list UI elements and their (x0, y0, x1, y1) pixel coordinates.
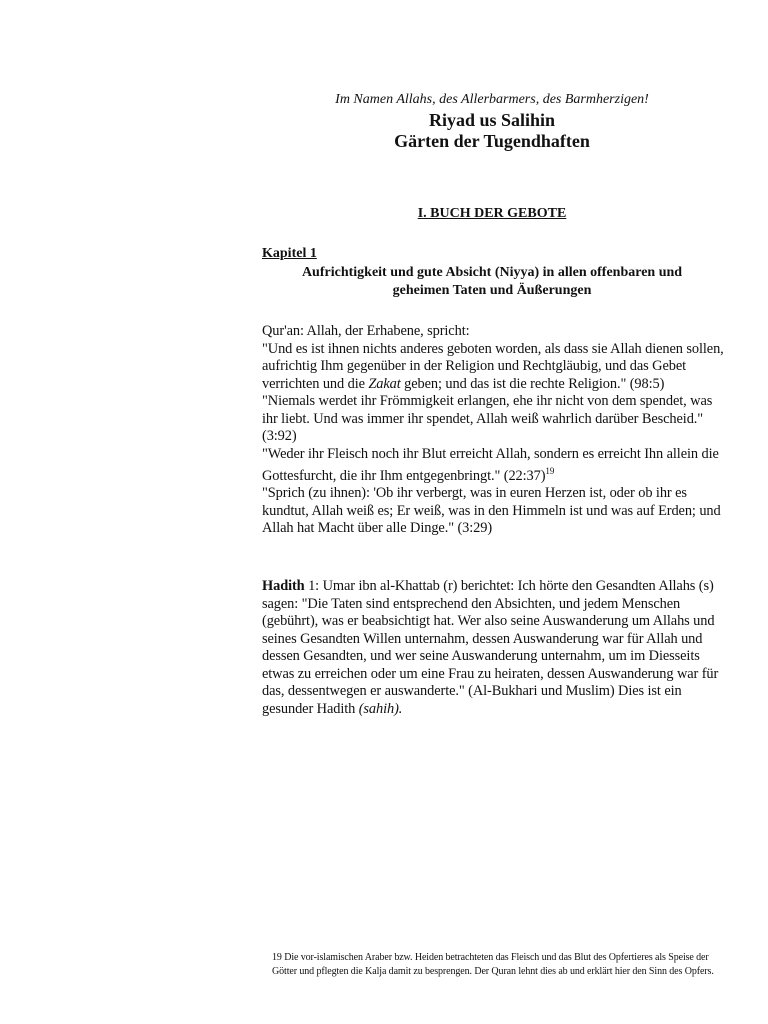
hadith-end: . (398, 700, 403, 717)
chapter-title-line-2: geheimen Taten und Äußerungen (392, 283, 592, 298)
hadith-paragraph (262, 578, 727, 718)
basmala: Im Namen Allahs, des Allerbarmers, des Barmherzigen! (335, 92, 649, 107)
footnote-text: 19 Die vor-islamischen Araber bzw. Heiden betrachteten das Fleisch und das Blut des Opfertieres als Speise der Götter und pflegten die Kalja damit zu besprengen. Der Quran lehnt dies ab und erklärt hier den Sinn des Opfers. (272, 952, 714, 977)
quran-verse-3 (262, 446, 727, 486)
zakat-term: Zakat (368, 375, 401, 392)
footnote-reference: 19 (545, 466, 555, 476)
quran-section (262, 323, 727, 538)
hadith-label: Hadith (262, 578, 305, 594)
quran-verse-1-part-a: "Und es ist ihnen nichts anderes geboten worden, als dass sie Allah dienen sollen, aufrichtig Ihm gegenüber in der Religion und Rechtgläubig, und das Gebet verrichten und die (262, 340, 724, 392)
chapter-title-line-1: Aufrichtigkeit und gute Absicht (Niyya) in allen offenbaren und (301, 265, 683, 280)
hadith-grade: (sahih) (358, 700, 399, 717)
hadith-section (262, 578, 727, 718)
chapter-title (262, 264, 722, 300)
quran-verse-4: "Sprich (zu ihnen): 'Ob ihr verbergt, was in euren Herzen ist, oder ob ihr es kundtut, Allah weiß es; Er weiß, was in den Himmeln ist und was auf Erden; und Allah hat Macht über alle Dinge." (3:29) (262, 485, 721, 537)
quran-verse-1 (262, 341, 727, 394)
quran-intro: Qur'an: Allah, der Erhabene, spricht: (262, 323, 470, 339)
quran-verse-3-text: "Weder ihr Fleisch noch ihr Blut erreicht Allah, sondern es erreicht Ihn allein die Gottesfurcht, die ihr Ihm entgegenbringt." (22:37) (262, 445, 719, 484)
document-subtitle: Gärten der Tugendhaften (394, 131, 590, 151)
quran-verse-1-part-b: geben; und das ist die rechte Religion." (98:5) (400, 375, 665, 392)
chapter-label: Kapitel 1 (262, 246, 317, 261)
quran-verse-2: "Niemals werdet ihr Frömmigkeit erlangen, ehe ihr nicht von dem spendet, was ihr liebt. Und was immer ihr spendet, Allah weiß wahrlich darüber Bescheid." (3:92) (262, 393, 713, 444)
hadith-text: 1: Umar ibn al-Khattab (r) berichtet: Ich hörte den Gesandten Allahs (s) sagen: "Die Taten sind entsprechend den Absichten, und jedem Menschen (gebührt), was er beabsichtigt hat. Wer also seine Auswanderung um Allahs und seines Gesandten Willen unternahm, dessen Auswanderung war für Allah und dessen Gesandten, und wer seine Auswanderung unternahm, um im Diesseits etwas zu erreichen oder um eine Frau zu heiraten, dessen Auswanderung war für das, dessentwegen er auswanderte." (Al-Bukhari und Muslim) Dies ist ein gesunder Hadith (262, 578, 719, 717)
book-heading: I. BUCH DER GEBOTE (417, 206, 567, 221)
footnote (262, 951, 730, 979)
document-title: Riyad us Salihin (428, 110, 556, 130)
